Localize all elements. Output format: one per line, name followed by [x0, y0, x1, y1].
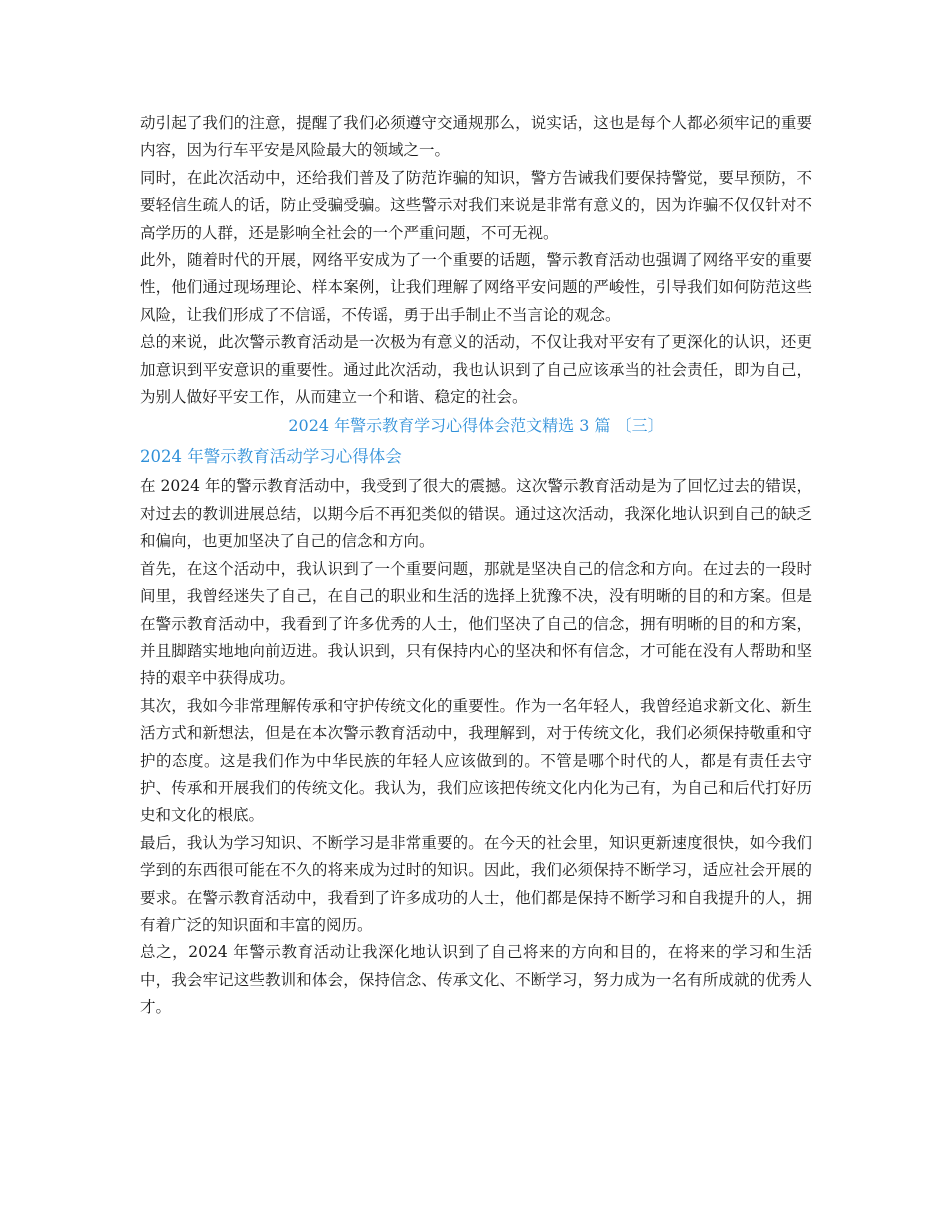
paragraph-summary: 总的来说，此次警示教育活动是一次极为有意义的活动，不仅让我对平安有了更深化的认识，还更加意识到平安意识的重要性。通过此次活动，我也认识到了自己应该承当的社会责任，即为自己，为别人做好平安工作，从而建立一个和谐、稳定的社会。 — [140, 333, 812, 407]
paragraph-second-point: 其次，我如今非常理解传承和守护传统文化的重要性。作为一名年轻人，我曾经追求新文化、新生活方式和新想法，但是在本次警示教育活动中，我理解到，对于传统文化，我们必须保持敬重和守护的态度。这是我们作为中华民族的年轻人应该做到的。不管是哪个时代的人，都是有责任去守护、传承和开展我们的传统文化。我认为，我们应该把传统文化内化为己有，为自己和后代打好历史和文化的根底。 — [140, 696, 812, 825]
paragraph-intro: 在 2024 年的警示教育活动中，我受到了很大的震撼。这次警示教育活动是为了回忆过去的错误，对过去的教训进展总结，以期今后不再犯类似的错误。通过这次活动，我深化地认识到自己的缺乏和偏向，也更加坚决了自己的信念和方向。 — [140, 477, 812, 551]
paragraph-conclusion: 总之，2024 年警示教育活动让我深化地认识到了自己将来的方向和目的，在将来的学习和生活中，我会牢记这些教训和体会，保持信念、传承文化、不断学习，努力成为一名有所成就的优秀人才。 — [140, 943, 812, 1017]
document-page — [140, 110, 812, 1022]
paragraph-first-point: 首先，在这个活动中，我认识到了一个重要问题，那就是坚决自己的信念和方向。在过去的一段时间里，我曾经迷失了自己，在自己的职业和生活的选择上犹豫不决，没有明晰的目的和方案。但是在警示教育活动中，我看到了许多优秀的人士，他们坚决了自己的信念，拥有明晰的目的和方案，并且脚踏实地地向前迈进。我认识到，只有保持内心的坚决和怀有信念，才可能在没有人帮助和坚持的艰辛中获得成功。 — [140, 559, 812, 688]
paragraph-network-security: 此外，随着时代的开展，网络平安成为了一个重要的话题，警示教育活动也强调了网络平安的重要性，他们通过现场理论、样本案例，让我们理解了网络平安问题的严峻性，引导我们如何防范这些风险，让我们形成了不信谣，不传谣，勇于出手制止不当言论的观念。 — [140, 251, 812, 324]
paragraph-fraud-prevention: 同时，在此次活动中，还给我们普及了防范诈骗的知识，警方告诫我们要保持警觉，要早预防，不要轻信生疏人的话，防止受骗受骗。这些警示对我们来说是非常有意义的，因为诈骗不仅仅针对不高学历的人群，还是影响全社会的一个严重问题，不可无视。 — [140, 168, 812, 242]
article-title: 2024 年警示教育活动学习心得体会 — [140, 447, 402, 467]
section-heading: 2024 年警示教育学习心得体会范文精选 3 篇 〔三〕 — [288, 416, 664, 436]
paragraph-traffic-safety: 动引起了我们的注意，提醒了我们必须遵守交通规那么，说实话，这也是每个人都必须牢记的重要内容，因为行车平安是风险最大的领域之一。 — [140, 114, 812, 160]
paragraph-third-point: 最后，我认为学习知识、不断学习是非常重要的。在今天的社会里，知识更新速度很快，如今我们学到的东西很可能在不久的将来成为过时的知识。因此，我们必须保持不断学习，适应社会开展的要求。在警示教育活动中，我看到了许多成功的人士，他们都是保持不断学习和自我提升的人，拥有着广泛的知识面和丰富的阅历。 — [140, 833, 812, 934]
